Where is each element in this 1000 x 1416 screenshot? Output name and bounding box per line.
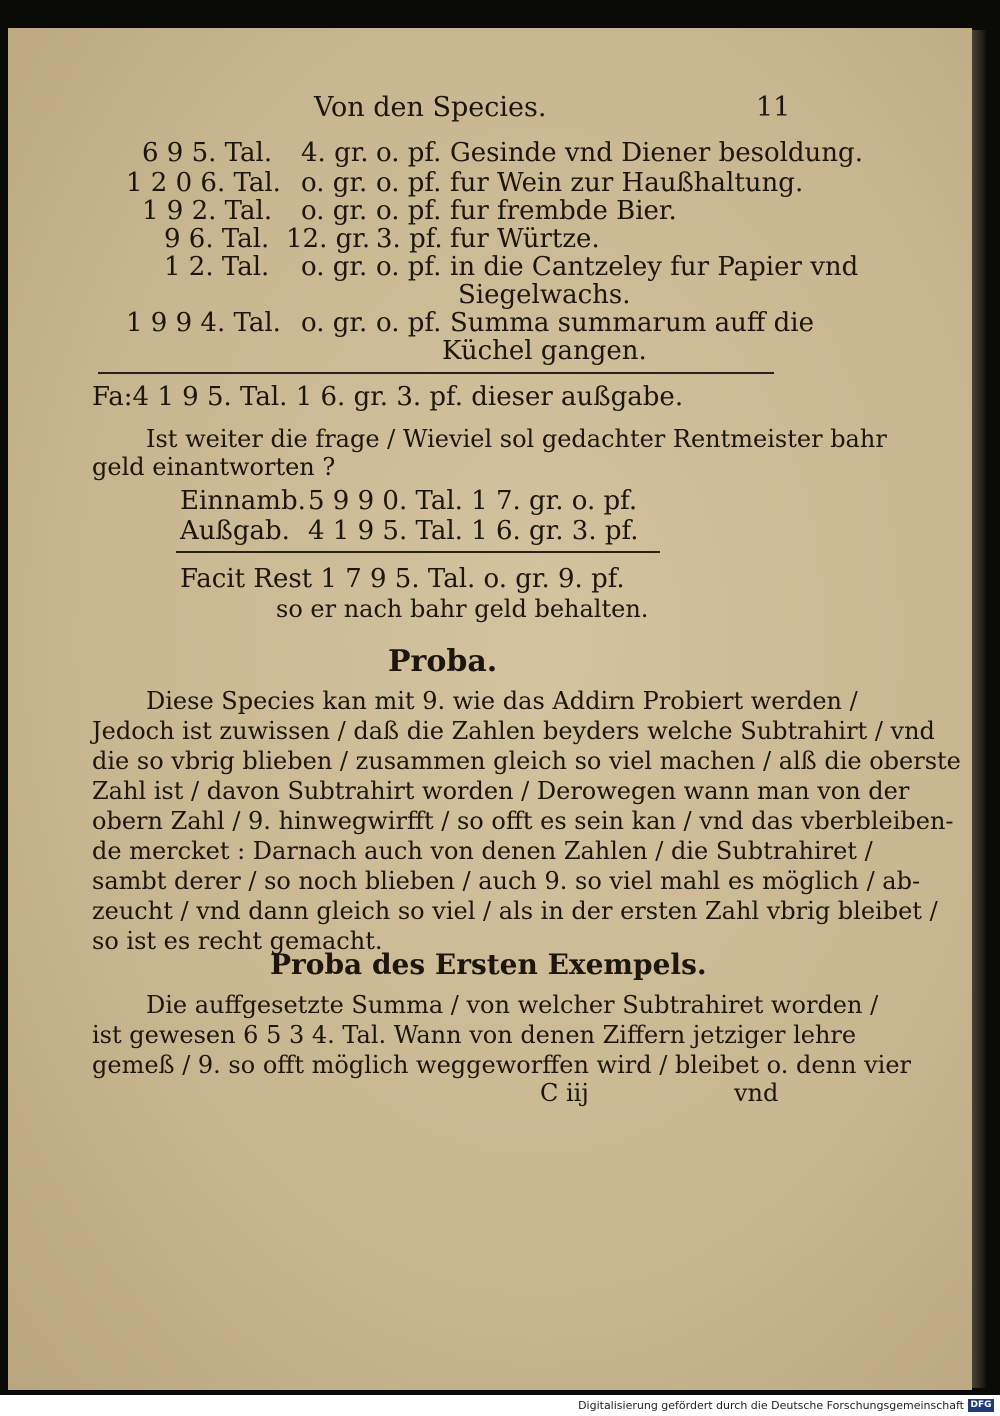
expense-pfennig: o. pf. (376, 138, 442, 168)
signature-mark: C iij (540, 1079, 589, 1107)
subsection-title: Proba des Ersten Exempels. (270, 948, 707, 981)
expense-pfennig: o. pf. (376, 196, 442, 226)
paragraph2-line: Die auffgesetzte Summa / von welcher Subtrahiret worden / (146, 991, 879, 1019)
expense-amount: 1 9 2. Tal. (142, 196, 273, 226)
expense-amount: 1 9 9 4. Tal. (126, 308, 281, 338)
expense-pfennig: 3. pf. (376, 224, 443, 254)
paragraph-line: die so vbrig blieben / zusammen gleich so viel machen / alß die oberste (92, 747, 961, 775)
expense-pfennig: o. pf. (376, 308, 442, 338)
paragraph-line: Jedoch ist zuwissen / daß die Zahlen beyders welche Subtrahirt / vnd (92, 717, 935, 745)
expense-amount: 9 6. Tal. (164, 224, 270, 254)
expense-groschen: o. gr. (301, 196, 368, 226)
expense-groschen: o. gr. (301, 308, 368, 338)
income-value: 5 9 9 0. Tal. 1 7. gr. o. pf. (308, 486, 638, 516)
expense-text-continued: Küchel gangen. (442, 336, 647, 366)
paragraph2-line: ist gewesen 6 5 3 4. Tal. Wann von denen Ziffern jetziger lehre (92, 1021, 857, 1049)
page-edge-shadow (972, 30, 986, 1388)
footer-credit: Digitalisierung gefördert durch die Deutsche Forschungsgemeinschaft (578, 1399, 964, 1412)
expense-groschen: o. gr. (301, 252, 368, 282)
balance-result: Facit Rest 1 7 9 5. Tal. o. gr. 9. pf. (180, 564, 625, 594)
balance-rule (176, 551, 660, 553)
paragraph-line: zeucht / vnd dann gleich so viel / als in der ersten Zahl vbrig bleibet / (92, 897, 938, 925)
expense-value: 4 1 9 5. Tal. 1 6. gr. 3. pf. (308, 516, 639, 546)
expense-groschen: 4. gr. (301, 138, 369, 168)
expense-text: fur Wein zur Haußhaltung. (450, 168, 804, 198)
expense-amount: 1 2. Tal. (164, 252, 270, 282)
catchword: vnd (734, 1079, 779, 1107)
page-number: 11 (756, 92, 791, 123)
expense-text: Gesinde vnd Diener besoldung. (450, 138, 863, 168)
section-title: Proba. (388, 644, 498, 679)
expense-text-continued: Siegelwachs. (458, 280, 631, 310)
expense-amount: 6 9 5. Tal. (142, 138, 273, 168)
paragraph2-line: gemeß / 9. so offt möglich weggeworffen wird / bleibet o. denn vier (92, 1051, 911, 1079)
footer (0, 1396, 1000, 1416)
expense-groschen: 12. gr. (286, 224, 371, 254)
expense-text: in die Cantzeley fur Papier vnd (450, 252, 859, 282)
total-line: Fa:4 1 9 5. Tal. 1 6. gr. 3. pf. dieser außgabe. (92, 382, 684, 412)
paragraph-line: so ist es recht gemacht. (92, 927, 383, 955)
balance-result-note: so er nach bahr geld behalten. (276, 595, 649, 623)
book-page (8, 28, 972, 1390)
paragraph-line: de mercket : Darnach auch von denen Zahlen / die Subtrahiret / (92, 837, 873, 865)
paragraph-line: Diese Species kan mit 9. wie das Addirn Probiert werden / (146, 687, 858, 715)
expense-groschen: o. gr. (301, 168, 368, 198)
question-line: Ist weiter die frage / Wieviel sol gedachter Rentmeister bahr (146, 425, 887, 453)
expense-text: fur frembde Bier. (450, 196, 677, 226)
paragraph-line: sambt derer / so noch blieben / auch 9. so viel mahl es möglich / ab- (92, 867, 921, 895)
question-line: geld einantworten ? (92, 453, 336, 481)
expense-text: fur Würtze. (450, 224, 600, 254)
running-title: Von den Species. (314, 92, 547, 123)
paragraph-line: obern Zahl / 9. hinwegwirfft / so offt es sein kan / vnd das vberbleiben- (92, 807, 954, 835)
paragraph-line: Zahl ist / davon Subtrahirt worden / Derowegen wann man von der (92, 777, 910, 805)
expense-pfennig: o. pf. (376, 252, 442, 282)
expense-label: Außgab. (180, 516, 290, 546)
expense-amount: 1 2 0 6. Tal. (126, 168, 281, 198)
income-label: Einnamb. (180, 486, 306, 516)
dfg-logo: DFG (968, 1399, 994, 1412)
sum-rule (98, 372, 774, 374)
expense-text: Summa summarum auff die (450, 308, 814, 338)
expense-pfennig: o. pf. (376, 168, 442, 198)
